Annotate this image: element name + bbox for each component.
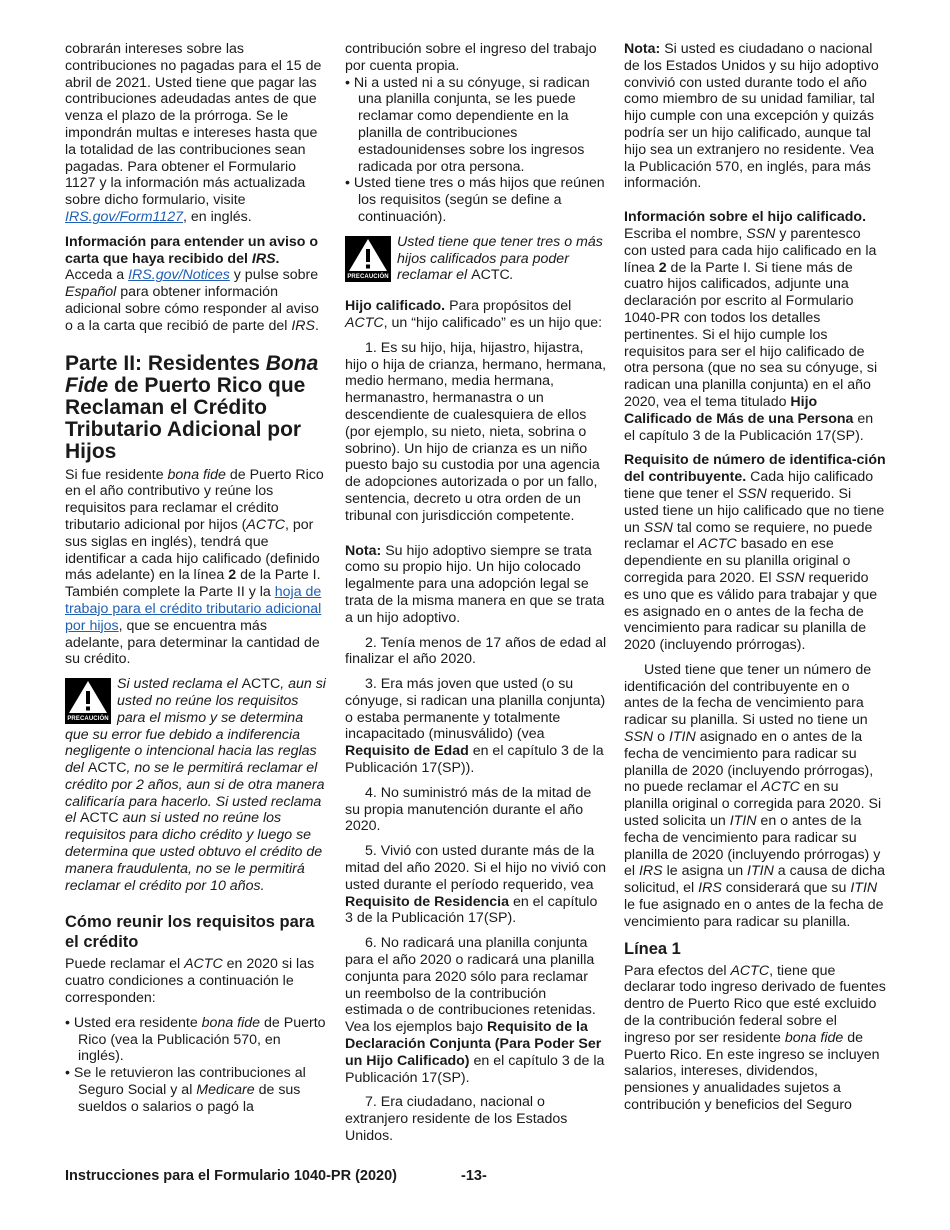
- notice-heading: Información para entender un aviso o carta que haya recibido del IRS.: [65, 233, 319, 267]
- column-2: [345, 41, 607, 1153]
- paragraph-line-1: Para efectos del ACTC, tiene que declarar todo ingreso derivado de fuentes dentro de Puerto Rico que esté excluido de la contribución federal sobre el ingreso por ser residente bona fide de Puerto Rico. En este ingreso se incluyen salarios, intereses, dividendos, pensiones y anualidades sujetos a contribución y beneficios del Seguro: [624, 962, 886, 1114]
- worksheet-link[interactable]: hoja de trabajo para el crédito tributario adicional por hijos: [65, 584, 322, 634]
- paragraph-extension: cobrarán intereses sobre las contribuciones no pagadas para el 15 de abril de 2021. Usted tiene que pagar las contribuciones adeudadas antes de que venza el plazo de la prórroga. Se le impondrán multas e intereses hasta que la totalidad de las contribuciones sean pagadas. Para obtener el Formulario 1127 y la información más actualizada sobre dicho formulario, visite IRS.gov/Form1127, en inglés.: [65, 41, 322, 225]
- paragraph-notice: Información para entender un aviso o carta que haya recibido del IRS. Acceda a IRS.gov/Notices y pulse sobre Español para obtener información adicional sobre cómo responder al aviso o a la carta que recibió de parte del IRS.: [65, 233, 319, 334]
- bullet-continued: contribución sobre el ingreso del trabajo por cuenta propia.: [345, 41, 597, 74]
- form1127-link[interactable]: IRS.gov/Form1127: [65, 208, 184, 225]
- paragraph-itin: Usted tiene que tener un número de identificación del contribuyente en o antes de la fecha de vencimiento para radicar su planilla. Si usted no tiene un SSN o ITIN asignado en o antes de la fecha de vencimiento para radicar su planilla de 2020 (incluyendo prórrogas), no puede reclamar el ACTC en su planilla original o corregida para 2020. Si usted solicita un ITIN en o antes de la fecha de vencimiento para radicar su planilla de 2020 (incluyendo prórrogas) y el IRS le asigna un ITIN a causa de dicha solicitud, el IRS considerará que su ITIN le fue asignado en o antes de la fecha de vencimiento para radicar su planilla.: [624, 661, 886, 930]
- section-heading-requirements: Cómo reunir los requisitos para el crédito: [65, 913, 315, 952]
- bullet-three-children: • Usted tiene tres o más hijos que reúnen los requisitos (según se define a continuación).: [345, 175, 605, 225]
- caution-note-1: PRECAUCIÓN Si usted reclama el ACTC, aun si usted no reúne los requisitos para el mismo y se determina que su error fue debido a indiferencia negligente o intencional hacia las reglas del ACTC, no se le permitirá reclamar el crédito por 2 años, aun si de otra manera calificaría para hacerlo. Si usted reclama el ACTC aun si usted no reúne los requisitos para dicho crédito y luego se determina que usted obtuvo el crédito de manera fraudulenta, no se le permitirá reclamar el crédito por 10 años.: [65, 676, 326, 894]
- caution-icon: PRECAUCIÓN: [345, 236, 391, 282]
- note-citizen: Nota: Si usted es ciudadano o nacional de los Estados Unidos y su hijo adoptivo convivió con usted durante todo el año como miembro de su unidad familiar, tal hijo cumple con una excepción y quizás podría ser un hijo calificado, aunque tal hijo sea un extranjero no residente. Vea la Publicación 570, en inglés, para más información.: [624, 41, 879, 192]
- section-heading-line-1: Línea 1: [624, 939, 681, 958]
- item-5: 5. Vivió con usted durante más de la mitad del año 2020. Si el hijo no vivió con usted durante el período requerido, vea Requisito de Residencia en el capítulo 3 de la Publicación 17(SP).: [345, 843, 607, 927]
- paragraph-requirements: Puede reclamar el ACTC en 2020 si las cuatro condiciones a continuación le corresponden:: [65, 956, 315, 1007]
- footer-title: Instrucciones para el Formulario 1040-PR (2020): [65, 1168, 398, 1184]
- section-heading-part-ii: Parte II: Residentes Bona Fide de Puerto Rico que Reclaman el Crédito Tributario Adicional por Hijos: [65, 351, 319, 463]
- item-3: 3. Era más joven que usted (o su cónyuge, si radican una planilla conjunta) o estaba permanente y totalmente incapacitado (minusválido) (vea Requisito de Edad en el capítulo 3 de la Publicación 17(SP)).: [345, 676, 606, 777]
- caution-icon: PRECAUCIÓN: [65, 678, 111, 724]
- bullet-social-security: • Se le retuvieron las contribuciones al Seguro Social y al Medicare de sus sueldos o salarios o pagó la: [65, 1065, 306, 1115]
- item-7: 7. Era ciudadano, nacional o extranjero residente de los Estados Unidos.: [345, 1094, 568, 1145]
- item-6: 6. No radicará una planilla conjunta para el año 2020 o radicará una planilla conjunta para 2020 sólo para reclamar un reembolso de la contribución estimada o de contribuciones retenidas. Vea los ejemplos bajo Requisito de la Declaración Conjunta (Para Poder Ser un Hijo Calificado) en el capítulo 3 de la Publicación 17(SP).: [345, 935, 605, 1086]
- caution-note-2: PRECAUCIÓN Usted tiene que tener tres o más hijos calificados para poder reclamar el ACTC.: [345, 234, 607, 284]
- item-1: 1. Es su hijo, hija, hijastro, hijastra, hijo o hija de crianza, hermano, hermana, medio hermano, media hermana, hermanastro, hermanastra o un descendiente de cualesquiera de ellos (por ejemplo, su nieto, nieta, sobrina o sobrino). Un hijo de crianza es un niño puesto bajo su custodia por una agencia de adopciones autorizada o por un fallo, sentencia, decreto u otra orden de un tribunal con jurisdicción competente.: [345, 339, 607, 524]
- item-4: 4. No suministró más de la mitad de su propia manutención durante el año 2020.: [345, 784, 592, 835]
- column-1: [65, 41, 327, 1116]
- paragraph-qualifying-child: Hijo calificado. Para propósitos del ACTC, un “hijo calificado” es un hijo que:: [345, 298, 603, 331]
- paragraph-child-info: Información sobre el hijo calificado. Escriba el nombre, SSN y parentesco con usted para cada hijo calificado en la línea 2 de la Parte I. Si tiene más de cuatro hijos calificados, adjunte una declaración por escrito al Formulario 1040-PR con todos los detalles pertinentes. Si el hijo cumple los requisitos para ser el hijo calificado de otra persona (que no sea su cónyuge, si radican una planilla conjunta) en el año 2020, vea el tema titulado Hijo Calificado de Más de una Persona en el capítulo 3 de la Publicación 17(SP).: [624, 209, 878, 444]
- paragraph-part-ii-intro: Si fue residente bona fide de Puerto Rico en el año contributivo y reúne los requisitos para reclamar el crédito tributario adicional por hijos (ACTC, por sus siglas en inglés), tendrá que identificar a cada hijo calificado (definido más adelante) en la línea 2 de la Parte I. También complete la Parte II y la hoja de trabajo para el crédito tributario adicional por hijos, que se encuentra más adelante, para determinar la cantidad de su crédito.: [65, 466, 324, 668]
- column-3: [624, 41, 886, 1122]
- paragraph-taxpayer-id: Requisito de número de identifica-ción del contribuyente. Cada hijo calificado tiene que tener el SSN requerido. Si usted tiene un hijo calificado que no tiene un SSN tal como se requiere, no puede reclamar el ACTC basado en ese dependiente en su planilla original o corregida para 2020. El SSN requerido es uno que es válido para trabajar y que es asignado en o antes de la fecha de vencimiento para radicar su planilla de 2020 (incluyendo prórrogas).: [624, 452, 886, 654]
- item-2: 2. Tenía menos de 17 años de edad al finalizar el año 2020.: [345, 634, 607, 668]
- notices-link[interactable]: IRS.gov/Notices: [128, 267, 230, 284]
- bullet-dependent: • Ni a usted ni a su cónyuge, si radican una planilla conjunta, se les puede reclamar como dependiente en la planilla de contribuciones estadounidenses sobre los ingresos radicada por otra persona.: [345, 74, 590, 175]
- note-adoptive: Nota: Su hijo adoptivo siempre se trata como su propio hijo. Un hijo colocado legalmente para una adopción legal se trata de la misma manera en que se trata a un hijo adoptivo.: [345, 542, 605, 626]
- page-number: -13-: [461, 1168, 487, 1184]
- bullet-resident: • Usted era residente bona fide de Puerto Rico (vea la Publicación 570, en inglés).: [65, 1014, 326, 1065]
